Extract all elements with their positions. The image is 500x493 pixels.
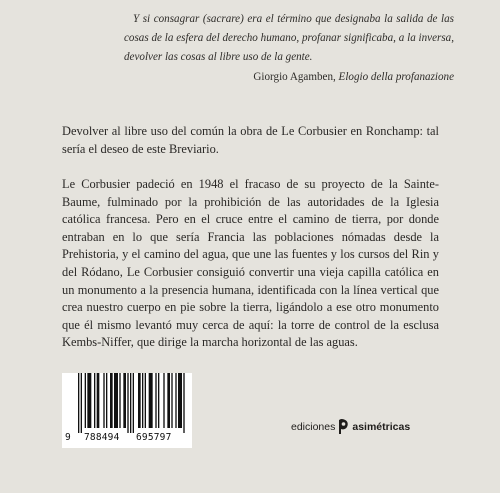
barcode-bar — [130, 373, 131, 433]
barcode-bar — [145, 373, 146, 428]
barcode-bar — [103, 373, 104, 428]
barcode-bar — [78, 373, 79, 433]
epigraph-text: Y si consagrar (sacrare) era el término que designaba la salida de las cosas de la esfera del derecho humano, profanar significaba, a la inversa, devolver las cosas al libre uso de la gente. — [124, 13, 454, 63]
epigraph-attribution — [124, 71, 454, 83]
barcode-bar — [106, 373, 107, 428]
barcode-bar — [114, 373, 118, 428]
barcode-bar — [171, 373, 172, 428]
barcode-bar — [149, 373, 153, 428]
asimetricas-logo-icon — [338, 418, 350, 435]
epigraph-author: Giorgio Agamben, — [253, 71, 336, 83]
publisher-prefix: ediciones — [291, 420, 336, 433]
barcode-bar — [87, 373, 91, 428]
barcode-bar — [119, 373, 120, 428]
barcode-bar — [94, 373, 95, 428]
barcode-bars — [78, 373, 186, 433]
barcode-bar — [167, 373, 170, 428]
barcode-bar — [183, 373, 184, 433]
barcode-bar — [123, 373, 126, 428]
barcode-bar — [158, 373, 159, 428]
barcode-bar — [138, 373, 141, 428]
epigraph-work: Elogio della profanazione — [338, 71, 454, 83]
publisher-name: asimétricas — [352, 420, 411, 433]
barcode-bar — [97, 373, 100, 428]
barcode-bar — [178, 373, 182, 428]
barcode-bar — [81, 373, 82, 433]
barcode-bar — [127, 373, 128, 433]
epigraph — [124, 10, 454, 67]
intro-paragraph: Devolver al libre uso del común la obra de Le Corbusier en Ronchamp: tal sería el deseo de este Breviario. — [62, 124, 439, 156]
barcode-right-group: 695797 — [136, 432, 172, 443]
barcode-bar — [133, 373, 134, 433]
barcode-bar — [142, 373, 143, 428]
isbn-barcode — [62, 373, 192, 448]
barcode-bar — [175, 373, 176, 428]
body-paragraph: Le Corbusier padeció en 1948 el fracaso de su proyecto de la Sainte-Baume, fulminado por la prohibición de las autoridades de la Iglesia católica francesa. Pero en el cruce entre el camino de tierra, por donde entraban en lo que sería Francia las poblaciones nómadas desde la Prehistoria, y el camino del agua, que une las fuentes y los cursos del Rin y del Ródano, Le Corbusier consiguió convertir una vieja capilla católica en un monumento a la presencia humana, identificada con la línea vertical que crea nuestro cuerpo en pie sobre la tierra, ligándolo a ese otro monumento que él mismo levantó muy cerca de aquí: la torre de control de la esclusa Kembs-Niffer, que dirige la marcha horizontal de las aguas. — [62, 177, 439, 350]
barcode-bar — [155, 373, 156, 428]
barcode-bar — [110, 373, 113, 428]
barcode-left-group: 788494 — [84, 432, 120, 443]
publisher-imprint — [291, 418, 410, 435]
barcode-bar — [163, 373, 164, 428]
barcode-lead-digit: 9 — [65, 432, 71, 443]
barcode-bar — [85, 373, 86, 428]
